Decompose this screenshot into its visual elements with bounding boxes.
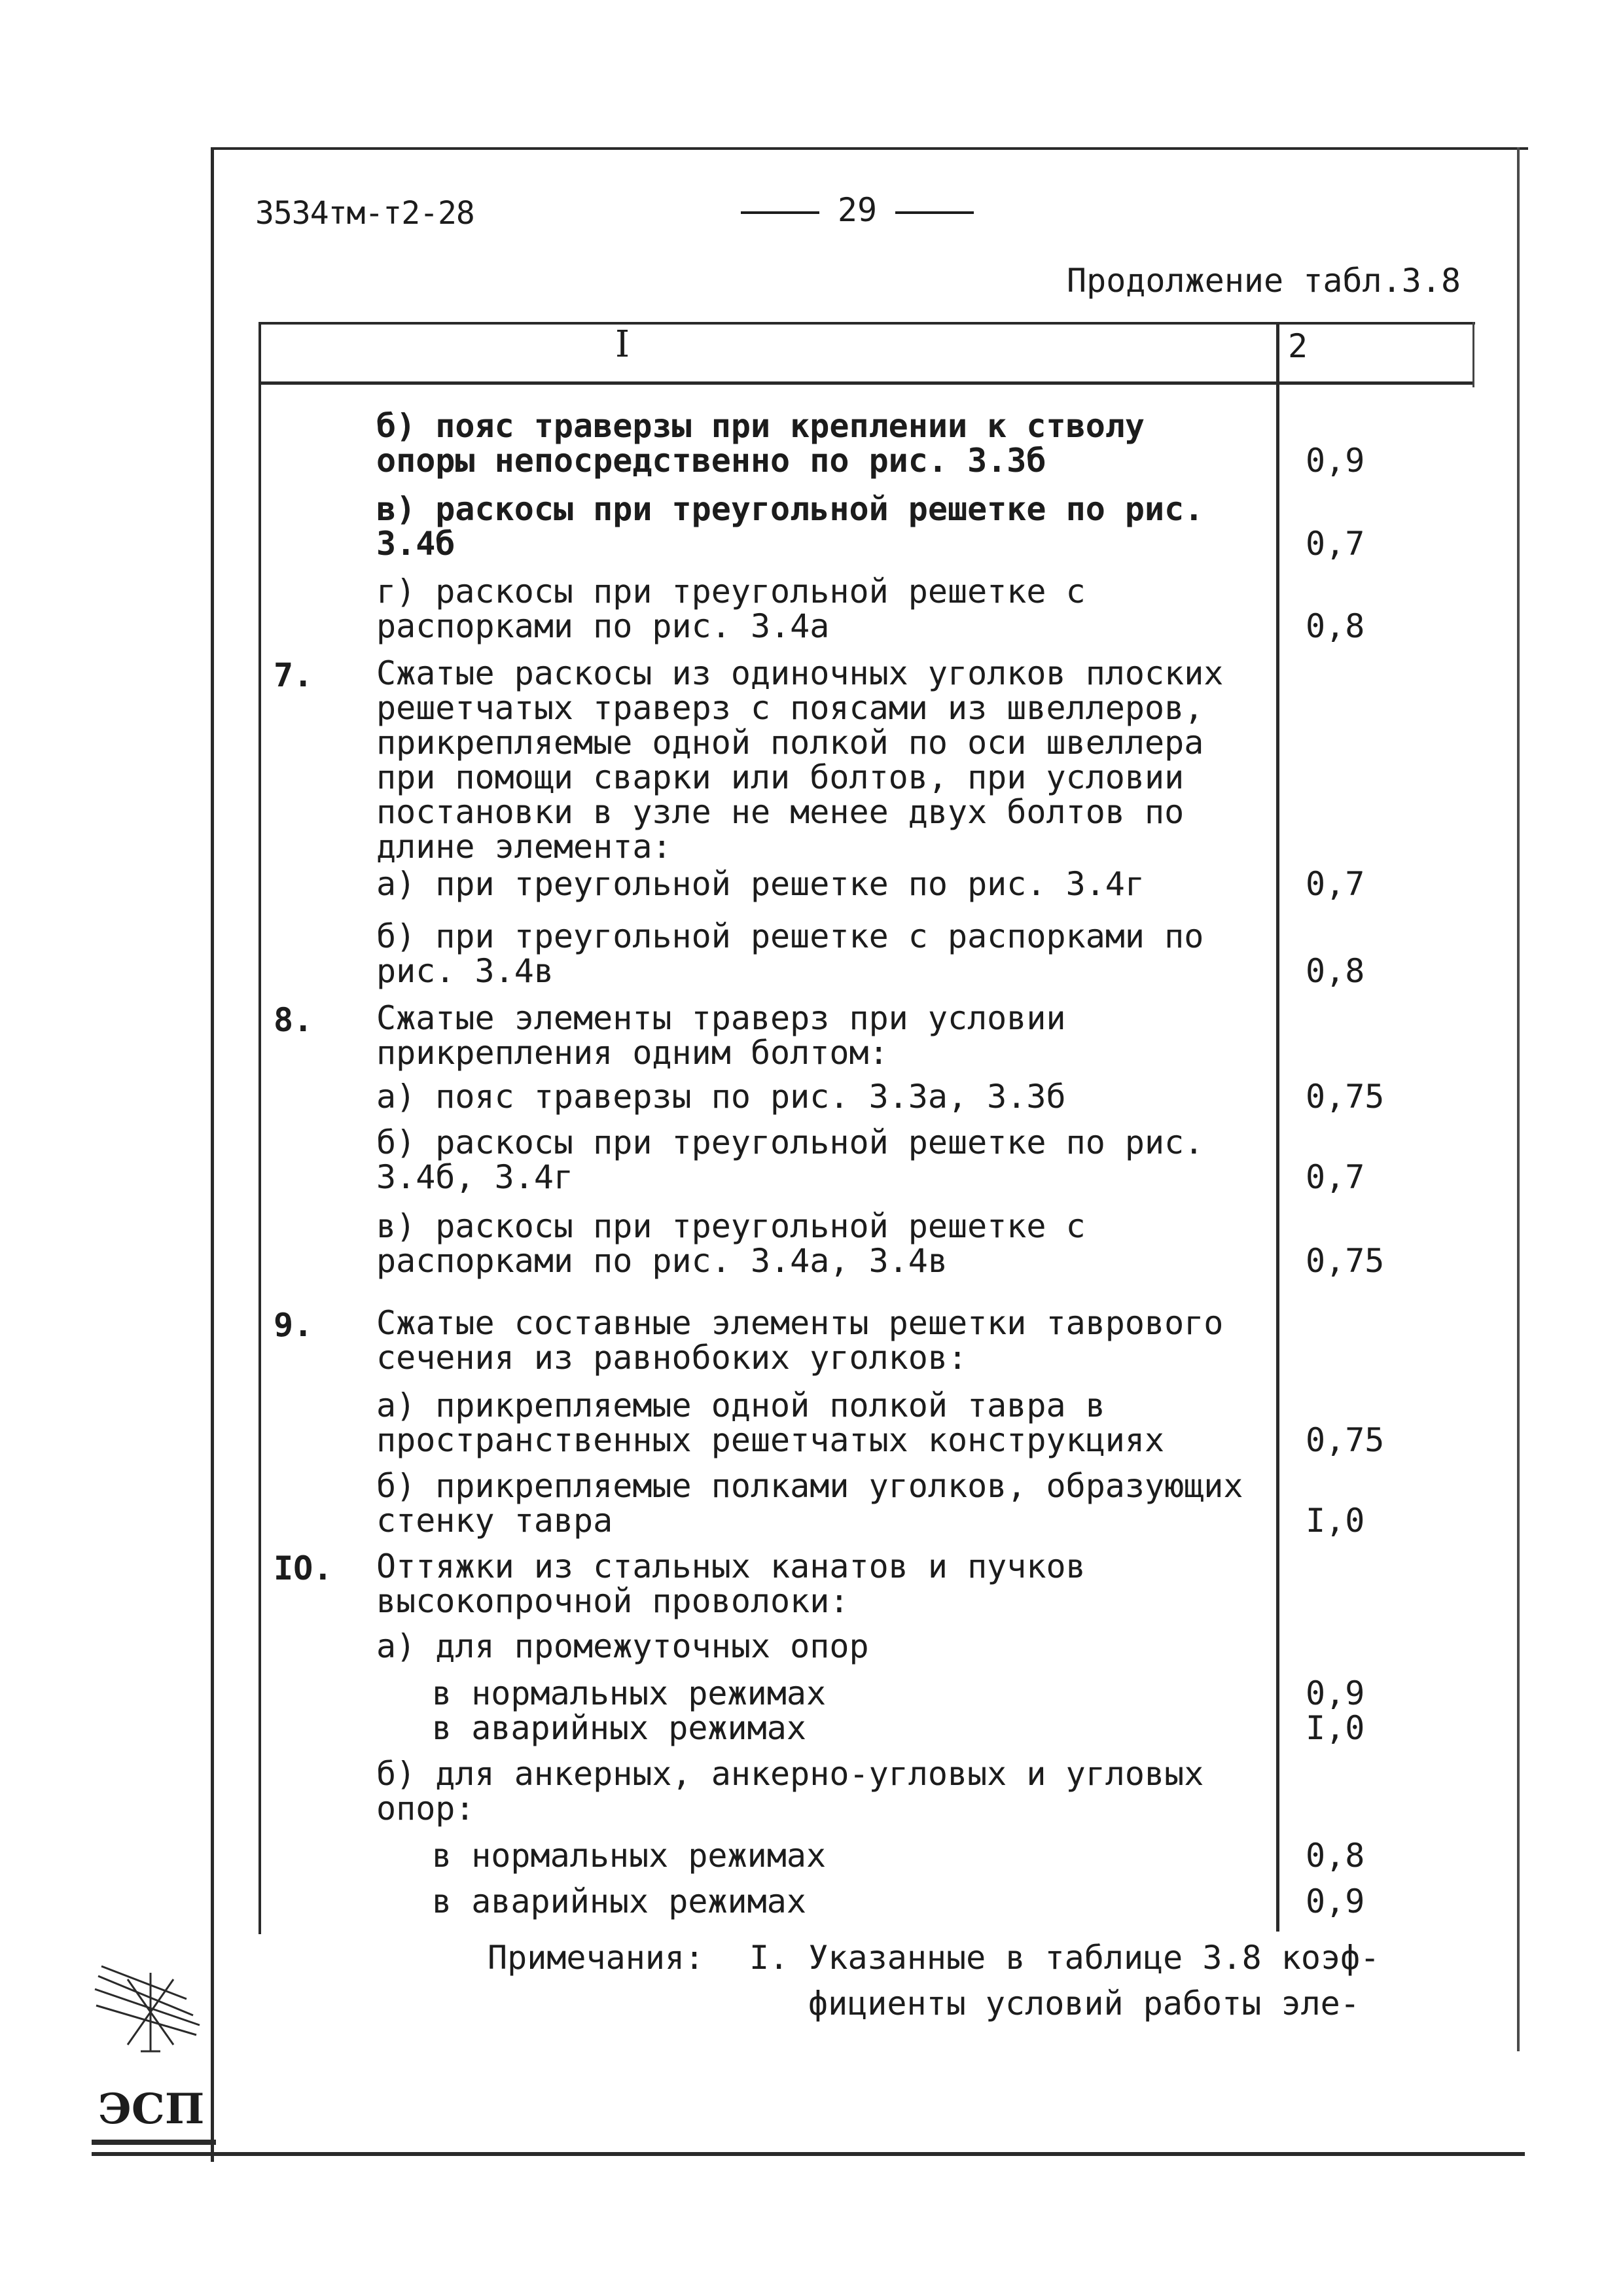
table-row-text: в нормальных режимах	[432, 1674, 827, 1712]
page-number-dash-right	[895, 211, 974, 214]
table-row-number: 9.	[274, 1306, 313, 1344]
table-row-text: Оттяжки из стальных канатов и пучков высокопрочной проволоки:	[376, 1547, 1086, 1620]
table-row-value: 0,8	[1306, 607, 1365, 645]
table-row-text: Сжатые элементы траверз при условии прикрепления одним болтом:	[376, 999, 1066, 1072]
table-row-text: а) прикрепляемые одной полкой тавра в пространственных решетчатых конструкциях	[376, 1386, 1165, 1459]
table-row-text: в аварийных режимах	[432, 1882, 806, 1920]
table-row-text: Сжатые раскосы из одиночных уголков плоских решетчатых траверз с поясами из швеллеров, прикрепляемые одной полкой по оси швеллера при помощи сварки или болтов, при условии постановки в узле не менее двух болтов по длине элемента:	[376, 654, 1224, 866]
table-column-head-2: 2	[1288, 327, 1308, 365]
table-row-number: 8.	[274, 1001, 313, 1039]
table-row-value: 0,75	[1306, 1421, 1385, 1459]
page-frame-bottom-edge	[92, 2152, 1525, 2156]
table-row-text: Сжатые составные элементы решетки таврового сечения из равнобоких уголков:	[376, 1304, 1224, 1377]
table-row-value: 0,7	[1306, 865, 1365, 903]
table-row-text: б) пояс траверзы при креплении к стволу опоры непосредственно по рис. 3.3б	[376, 407, 1145, 480]
table-row-value: 0,75	[1306, 1242, 1385, 1280]
table-row-value: 0,9	[1306, 1674, 1365, 1712]
table-row-text: г) раскосы при треугольной решетке с распорками по рис. 3.4а	[376, 573, 1086, 645]
table-row-text: б) при треугольной решетке с распорками по рис. 3.4в	[376, 917, 1204, 990]
table-header-divider	[259, 381, 1472, 385]
table-right-edge	[1472, 322, 1474, 387]
table-row-number: IO.	[274, 1549, 333, 1587]
table-row-text: в) раскосы при треугольной решетке с распорками по рис. 3.4а, 3.4в	[376, 1207, 1086, 1280]
table-row-number: 7.	[274, 656, 313, 694]
table-continuation-caption: Продолжение табл.3.8	[1067, 262, 1461, 300]
table-row-value: 0,75	[1306, 1078, 1385, 1116]
organization-stamp-logo	[88, 1953, 219, 2149]
page-number-dash-left	[741, 211, 819, 214]
table-row-text: а) для промежуточных опор	[376, 1627, 869, 1665]
table-row-text: а) при треугольной решетке по рис. 3.4г	[376, 865, 1145, 903]
page-number	[720, 191, 995, 229]
notes-label: Примечания:	[488, 1939, 705, 1977]
page-frame-right-edge	[1517, 147, 1520, 2051]
table-row-value: I,0	[1306, 1709, 1365, 1747]
table-row-value: I,0	[1306, 1502, 1365, 1540]
table-row-text: в нормальных режимах	[432, 1837, 827, 1875]
table-row-text: б) прикрепляемые полками уголков, образующих стенку тавра	[376, 1467, 1243, 1540]
stamp-text: ЭСП	[98, 2085, 205, 2134]
table-row-text: б) для анкерных, анкерно-угловых и угловых опор:	[376, 1755, 1204, 1828]
table-row-text: в) раскосы при треугольной решетке по рис. 3.4б	[376, 490, 1204, 563]
table-row-text: в аварийных режимах	[432, 1709, 806, 1747]
notes-text: I. Указанные в таблице 3.8 коэф-	[749, 1939, 1380, 1977]
page-number-value: 29	[837, 191, 878, 229]
table-column-divider	[1276, 322, 1279, 1932]
table-row-text: б) раскосы при треугольной решетке по рис. 3.4б, 3.4г	[376, 1123, 1204, 1196]
table-row-text: а) пояс траверзы по рис. 3.3а, 3.3б	[376, 1078, 1066, 1116]
table-row-value: 0,8	[1306, 1837, 1365, 1875]
table-row-value: 0,9	[1306, 442, 1365, 480]
document-code: 3534тм-т2-28	[255, 195, 474, 232]
table-row-value: 0,9	[1306, 1882, 1365, 1920]
table-row-value: 0,7	[1306, 525, 1365, 563]
table-column-head-1: I	[615, 323, 630, 366]
table-row-value: 0,7	[1306, 1158, 1365, 1196]
notes-text-continuation: фициенты условий работы эле-	[808, 1985, 1360, 2022]
table-row-value: 0,8	[1306, 952, 1365, 990]
